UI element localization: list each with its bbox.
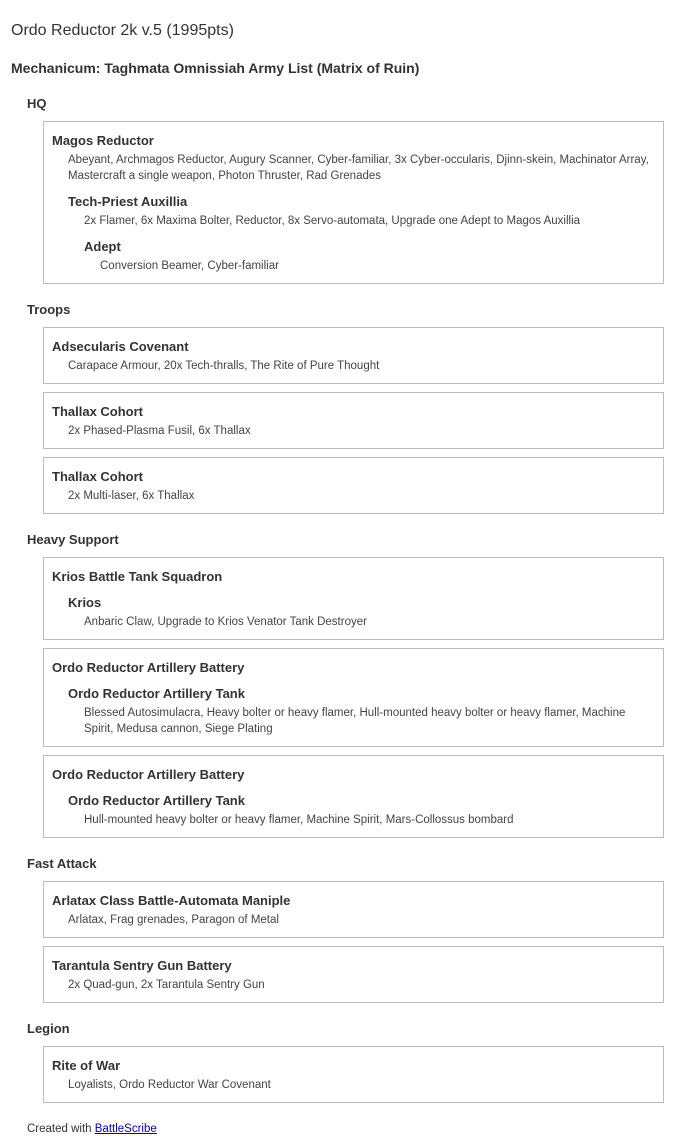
category-title: HQ	[27, 96, 47, 111]
category-heavy-support	[27, 532, 664, 838]
sub-unit-rules: Hull-mounted heavy bolter or heavy flamer, Machine Spirit, Mars-Collossus bombard	[84, 814, 514, 826]
unit-box	[43, 755, 664, 838]
unit-rules: 2x Quad-gun, 2x Tarantula Sentry Gun	[68, 979, 265, 991]
sub-unit	[68, 193, 655, 274]
unit-name: Thallax Cohort	[52, 404, 144, 419]
sub-unit-rules: Conversion Beamer, Cyber-familiar	[100, 260, 279, 272]
sub-unit-rules: Anbaric Claw, Upgrade to Krios Venator Tank Destroyer	[84, 616, 367, 628]
unit-rules: 2x Phased-Plasma Fusil, 6x Thallax	[68, 425, 251, 437]
unit-box	[43, 327, 664, 384]
sub-unit	[84, 238, 655, 274]
sub-unit-rules: 2x Flamer, 6x Maxima Bolter, Reductor, 8x Servo-automata, Upgrade one Adept to Magos Auxillia	[84, 215, 581, 227]
unit-name: Rite of War	[52, 1058, 121, 1073]
category-title: Legion	[27, 1021, 70, 1036]
battlescribe-link[interactable]: BattleScribe	[94, 1123, 157, 1135]
category-title: Fast Attack	[27, 856, 97, 871]
unit-box	[43, 1046, 664, 1103]
unit-name: Tarantula Sentry Gun Battery	[52, 958, 232, 973]
unit-rules: 2x Multi-laser, 6x Thallax	[68, 490, 195, 502]
category-list	[11, 96, 664, 1103]
sub-unit	[68, 685, 655, 737]
category-troops	[27, 302, 664, 514]
unit-rules: Carapace Armour, 20x Tech-thralls, The Rite of Pure Thought	[68, 360, 380, 372]
unit-box	[43, 881, 664, 938]
unit-name: Adsecularis Covenant	[52, 339, 189, 354]
unit-rules: Loyalists, Ordo Reductor War Covenant	[68, 1079, 271, 1091]
unit-rules: Arlatax, Frag grenades, Paragon of Metal	[68, 914, 279, 926]
sub-unit-name: Tech-Priest Auxillia	[68, 194, 188, 209]
force-title: Mechanicum: Taghmata Omnissiah Army List (Matrix of Ruin)	[11, 60, 420, 76]
unit-name: Magos Reductor	[52, 133, 154, 148]
unit-box	[43, 557, 664, 640]
roster-title: Ordo Reductor 2k v.5 (1995pts)	[11, 22, 234, 39]
unit-name: Thallax Cohort	[52, 469, 144, 484]
sub-unit-name: Krios	[68, 595, 102, 610]
unit-name: Ordo Reductor Artillery Battery	[52, 767, 245, 782]
category-hq	[27, 96, 664, 284]
sub-unit-name: Ordo Reductor Artillery Tank	[68, 793, 245, 808]
sub-unit	[68, 594, 655, 630]
unit-box	[43, 648, 664, 747]
sub-unit-name: Ordo Reductor Artillery Tank	[68, 686, 245, 701]
unit-box	[43, 392, 664, 449]
unit-box	[43, 121, 664, 284]
footer	[27, 1123, 664, 1135]
category-title: Heavy Support	[27, 532, 119, 547]
unit-name: Ordo Reductor Artillery Battery	[52, 660, 245, 675]
category-fast-attack	[27, 856, 664, 1003]
unit-name: Arlatax Class Battle-Automata Maniple	[52, 893, 291, 908]
sub-unit	[68, 792, 655, 828]
unit-name: Krios Battle Tank Squadron	[52, 569, 223, 584]
category-legion	[27, 1021, 664, 1103]
category-title: Troops	[27, 302, 71, 317]
unit-box	[43, 946, 664, 1003]
sub-unit-name: Adept	[84, 239, 121, 254]
unit-box	[43, 457, 664, 514]
sub-unit-rules: Blessed Autosimulacra, Heavy bolter or heavy flamer, Hull-mounted heavy bolter or heavy flamer, Machine Spirit, Medusa cannon, Siege Plating	[84, 707, 626, 735]
footer-prefix: Created with	[27, 1123, 95, 1135]
unit-rules: Abeyant, Archmagos Reductor, Augury Scanner, Cyber-familiar, 3x Cyber-occularis, Djinn-skein, Machinator Array, Mastercraft a single weapon, Photon Thruster, Rad Grenades	[68, 154, 649, 182]
